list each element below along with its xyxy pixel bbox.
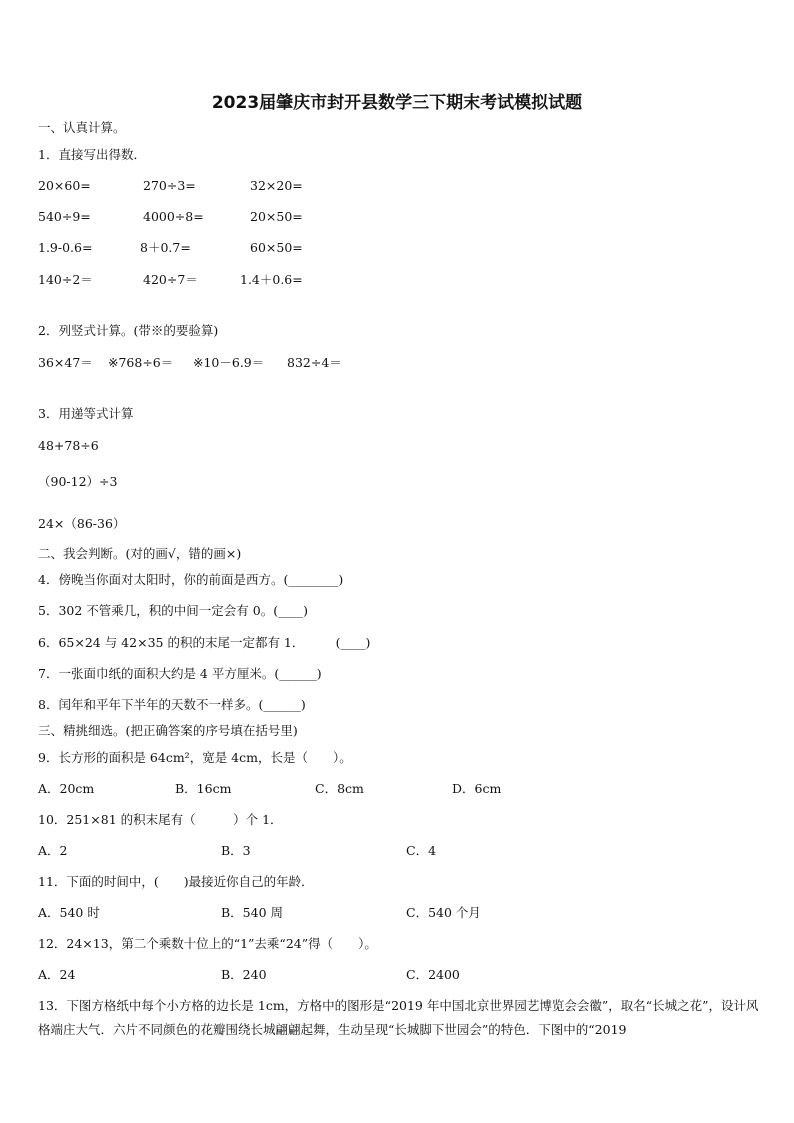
choice-option: B．540 周 [221, 905, 284, 920]
oral-calc-item: 20×60= [38, 178, 91, 193]
question-13-text: 13．下图方格纸中每个小方格的边长是 1cm，方格中的图形是“2019 年中国北京世界园艺博览会会徽”，取名“长城之花”，设计风格端庄大气．六片不同颜色的花瓣围绕长城翩翩起舞，生动呈现“长城脚下世园会”的特色．下图中的“2019 [38, 998, 759, 1037]
oral-calc-item: 32×20= [250, 178, 303, 193]
choice-option: B．3 [221, 843, 251, 858]
question-2-label: 2．列竖式计算。(带※的要验算) [38, 323, 219, 338]
oral-calc-item: 420÷7＝ [143, 272, 198, 287]
choice-option: A．2 [38, 843, 68, 858]
vertical-calc-item: 36×47＝ [38, 355, 93, 370]
page-title: 2023届肇庆市封开县数学三下期末考试模拟试题 [211, 93, 583, 113]
oral-calc-item: 1.4＋0.6= [240, 272, 303, 287]
judge-question: 7．一张面巾纸的面积大约是 4 平方厘米。(______) [38, 666, 322, 681]
choice-option: A．540 时 [38, 905, 100, 920]
vertical-calc-item: ※10－6.9＝ [193, 355, 265, 370]
judge-question: 8．闰年和平年下半年的天数不一样多。(______) [38, 697, 306, 712]
oral-calc-item: 270÷3= [143, 178, 196, 193]
choice-option: C．8cm [315, 781, 364, 796]
choice-option: C．540 个月 [406, 905, 481, 920]
oral-calc-item: 60×50= [250, 240, 303, 255]
choice-option: A．24 [38, 967, 76, 982]
question-9-stem: 9．长方形的面积是 64cm²，宽是 4cm，长是（ ）。 [38, 750, 352, 765]
section-heading-2: 二、我会判断。(对的画√，错的画×) [38, 546, 242, 561]
question-11-stem: 11．下面的时间中，( )最接近你自己的年龄． [38, 874, 314, 889]
section-heading-1: 一、认真计算。 [38, 120, 126, 135]
question-10-stem: 10．251×81 的积末尾有（ ）个 1． [38, 812, 283, 827]
question-1-label: 1．直接写出得数． [38, 147, 146, 162]
choice-option: A．20cm [38, 781, 95, 796]
choice-option: C．4 [406, 843, 437, 858]
choice-option: D．6cm [452, 781, 502, 796]
choice-option: B．240 [221, 967, 267, 982]
vertical-calc-item: 832÷4＝ [287, 355, 342, 370]
choice-option: B．16cm [175, 781, 232, 796]
step-calc-item: （90-12）÷3 [38, 474, 118, 489]
oral-calc-item: 1.9-0.6= [38, 240, 93, 255]
step-calc-item: 48+78÷6 [38, 438, 99, 453]
judge-question: 6．65×24 与 42×35 的积的末尾一定都有 1． (____) [38, 635, 371, 650]
section-heading-3: 三、精挑细选。(把正确答案的序号填在括号里) [38, 723, 298, 738]
question-3-label: 3．用递等式计算 [38, 406, 134, 421]
judge-question: 4．傍晚当你面对太阳时，你的前面是西方。(________) [38, 572, 344, 587]
oral-calc-item: 540÷9= [38, 209, 91, 224]
vertical-calc-item: ※768÷6＝ [108, 355, 174, 370]
judge-question: 5．302 不管乘几，积的中间一定会有 0。(____) [38, 603, 308, 618]
oral-calc-item: 140÷2＝ [38, 272, 93, 287]
oral-calc-item: 4000÷8= [143, 209, 204, 224]
oral-calc-item: 8＋0.7= [140, 240, 191, 255]
step-calc-item: 24×（86-36） [38, 516, 126, 531]
oral-calc-item: 20×50= [250, 209, 303, 224]
question-12-stem: 12．24×13，第二个乘数十位上的“1”去乘“24”得（ ）。 [38, 936, 377, 951]
choice-option: C．2400 [406, 967, 460, 982]
